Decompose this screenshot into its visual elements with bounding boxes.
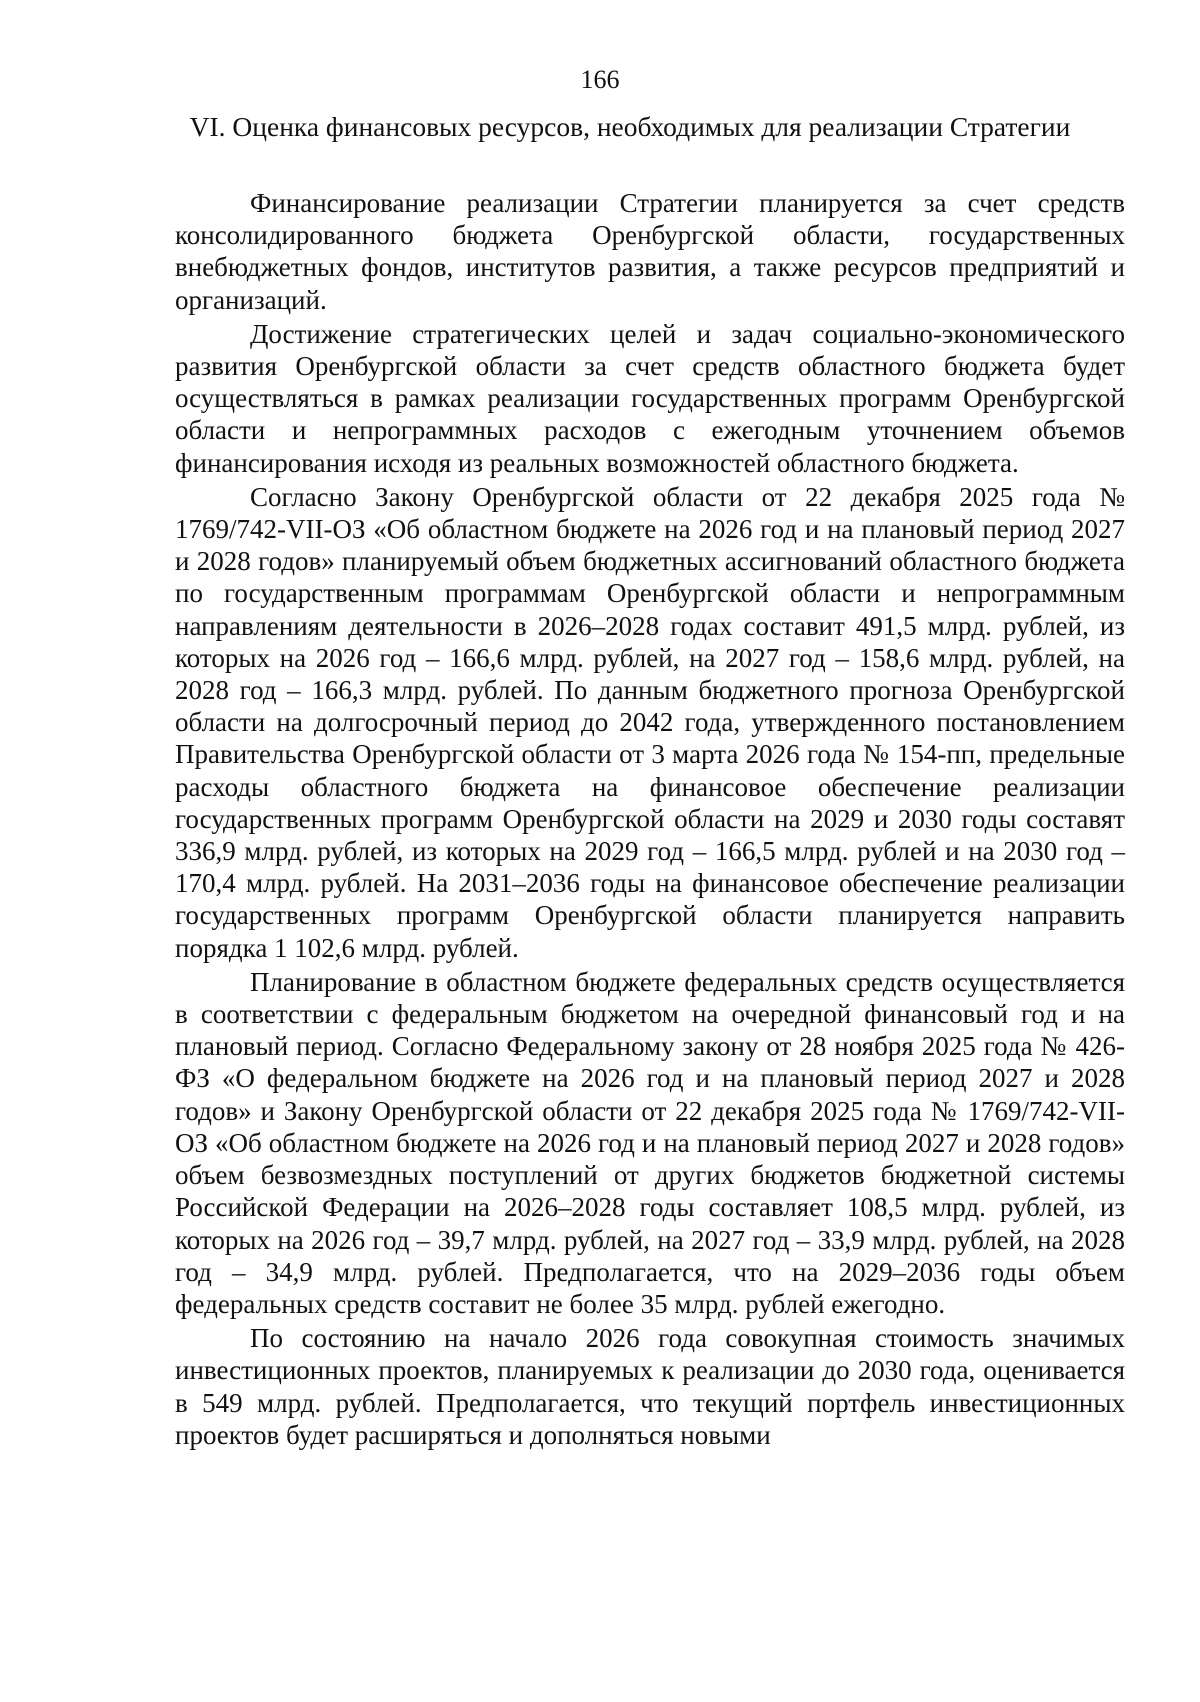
paragraph-federal-funds: Планирование в областном бюджете федеральных средств осуществляется в соответствии с федеральным бюджетом на очередной финансовый год и на плановый период. Согласно Федеральному закону от 28 ноября 2025 года № 426-ФЗ «О федеральном бюджете на 2026 год и на плановый период 2027 и 2028 годов» и Закону Оренбургской области от 22 декабря 2025 года № 1769/742-VII-ОЗ «Об областном бюджете на 2026 год и на плановый период 2027 и 2028 годов» объем безвозмездных поступлений от других бюджетов бюджетной системы Российской Федерации на 2026–2028 годы составляет 108,5 млрд. рублей, из которых на 2026 год – 39,7 млрд. рублей, на 2027 год – 33,9 млрд. рублей, на 2028 год – 34,9 млрд. рублей. Предполагается, что на 2029–2036 годы объем федеральных средств составит не более 35 млрд. рублей ежегодно. xyxy=(175,966,1125,1319)
paragraph-investment-projects: По состоянию на начало 2026 года совокупная стоимость значимых инвестиционных проектов, планируемых к реализации до 2030 года, оценивается в 549 млрд. рублей. Предполагается, что текущий портфель инвестиционных проектов будет расширяться и дополняться новыми xyxy=(175,1323,1125,1450)
paragraph-regional-budget: Согласно Закону Оренбургской области от 22 декабря 2025 года № 1769/742-VII-ОЗ «Об областном бюджете на 2026 год и на плановый период 2027 и 2028 годов» планируемый объем бюджетных ассигнований областного бюджета по государственным программам Оренбургской области и непрограммным направлениям деятельности в 2026–2028 годах составит 491,5 млрд. рублей, из которых на 2026 год – 166,6 млрд. рублей, на 2027 год – 158,6 млрд. рублей, на 2028 год – 166,3 млрд. рублей. По данным бюджетного прогноза Оренбургской области на долгосрочный период до 2042 года, утвержденного постановлением Правительства Оренбургской области от 3 марта 2026 года № 154-пп, предельные расходы областного бюджета на финансовое обеспечение реализации государственных программ Оренбургской области на 2029 и 2030 годы составят 336,9 млрд. рублей, из которых на 2029 год – 166,5 млрд. рублей и на 2030 год – 170,4 млрд. рублей. На 2031–2036 годы на финансовое обеспечение реализации государственных программ Оренбургской области планируется направить порядка 1 102,6 млрд. рублей. xyxy=(175,481,1125,963)
paragraph-strategic-goals: Достижение стратегических целей и задач социально-экономического развития Оренбургской области за счет средств областного бюджета будет осуществляться в рамках реализации государственных программ Оренбургской области и непрограммных расходов с ежегодным уточнением объемов финансирования исходя из реальных возможностей областного бюджета. xyxy=(175,318,1125,478)
section-title: VI. Оценка финансовых ресурсов, необходимых для реализации Стратегии xyxy=(189,111,1071,142)
paragraph-financing-sources: Финансирование реализации Стратегии планируется за счет средств консолидированного бюджета Оренбургской области, государственных внебюджетных фондов, институтов развития, а также ресурсов предприятий и организаций. xyxy=(175,188,1125,315)
body-text xyxy=(175,187,1125,1451)
page-number: 166 xyxy=(580,65,620,94)
